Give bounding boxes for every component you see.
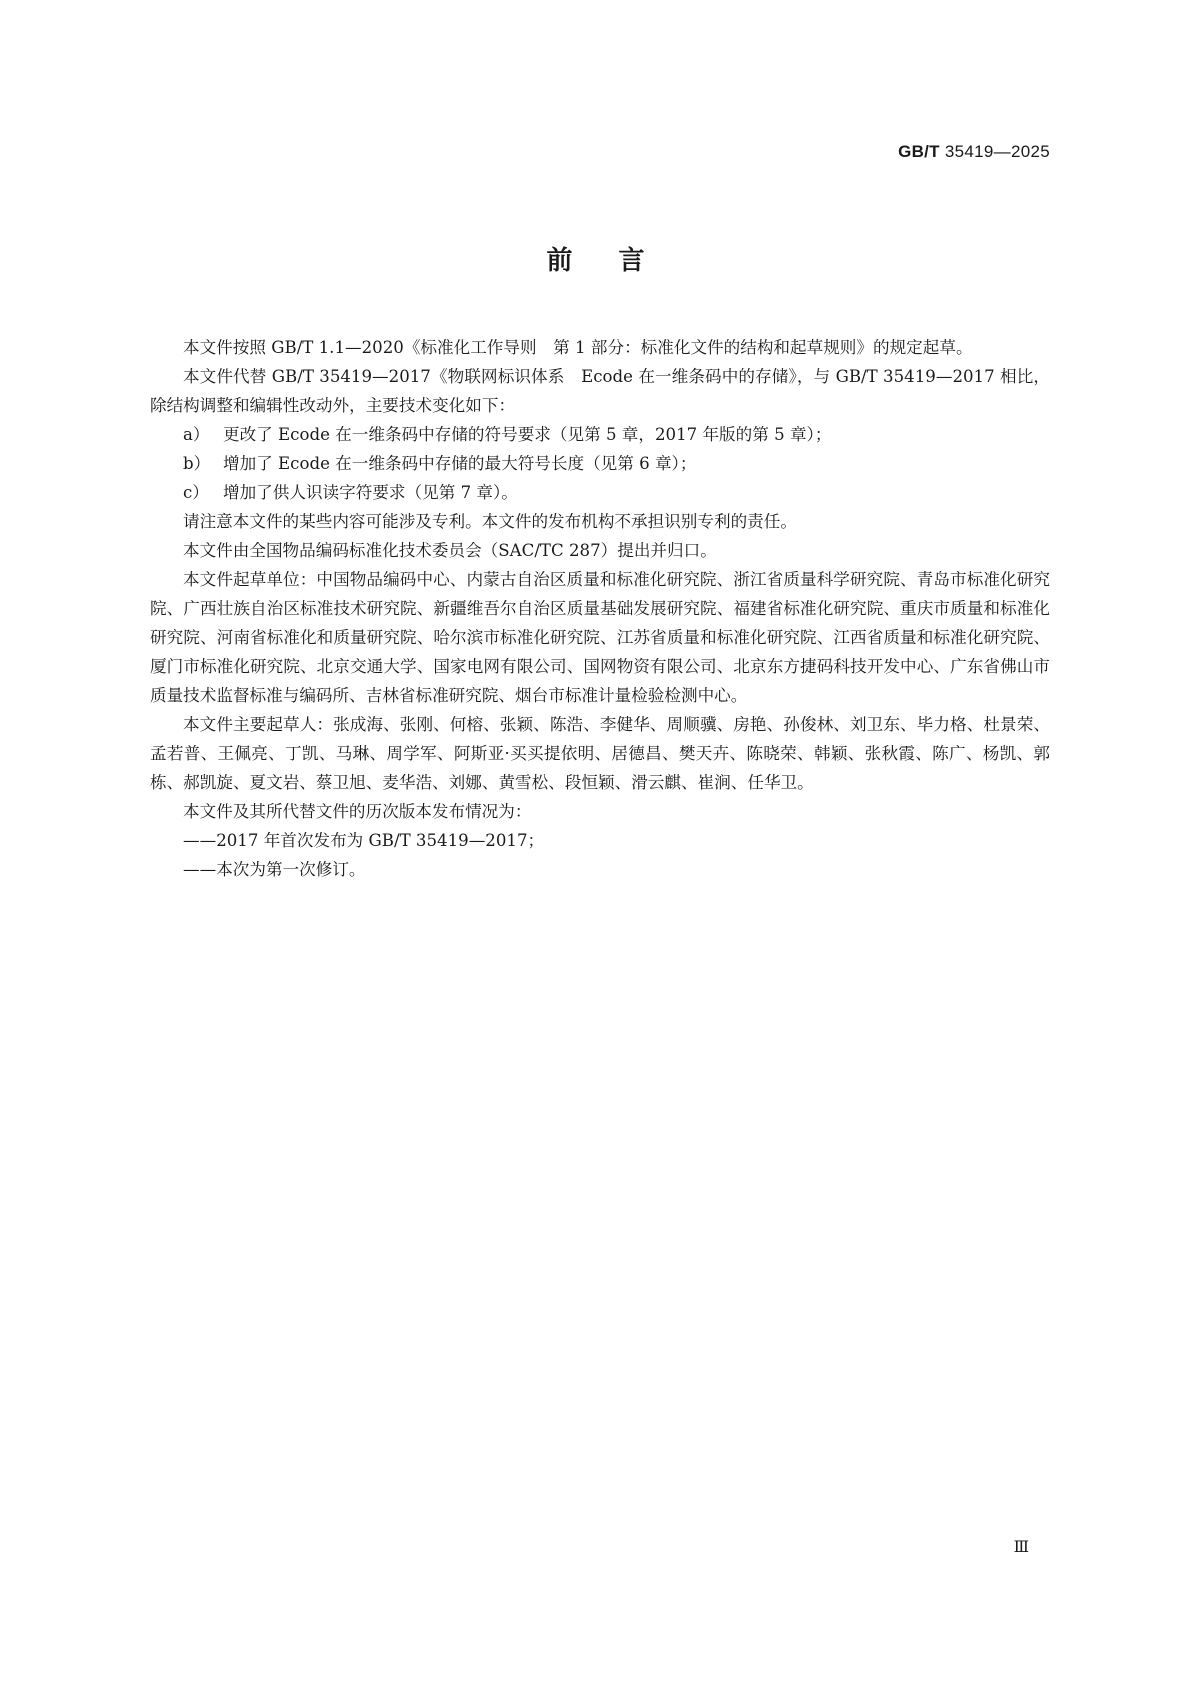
standard-prefix: GB/T [898,142,940,161]
drafting-rule-paragraph: 本文件按照 GB/T 1.1—2020《标准化工作导则 第 1 部分：标准化文件的结构和起草规则》的规定起草。 [183,338,973,357]
history-item-second: ——本次为第一次修订。 [183,860,366,879]
change-marker-a: a） [183,425,210,444]
history-item-first: ——2017 年首次发布为 GB/T 35419—2017； [183,831,545,850]
proposer-paragraph: 本文件由全国物品编码标准化技术委员会（SAC/TC 287）提出并归口。 [183,541,717,560]
change-text-b: 增加了 Ecode 在一维条码中存储的最大符号长度（见第 6 章）； [223,454,697,473]
page-number: Ⅲ [1013,1537,1029,1556]
standard-code: 35419—2025 [939,142,1050,161]
standard-number [898,142,1050,162]
drafters-paragraph: 本文件主要起草人：张成海、张刚、何榕、张颖、陈浩、李健华、周顺骥、房艳、孙俊林、刘卫东、毕力格、杜景荣、孟若普、王佩亮、丁凯、马琳、周学军、阿斯亚·买买提依明、居德昌、樊天卉、陈晓荣、韩颖、张秋霞、陈广、杨凯、郭栋、郝凯旋、夏文岩、蔡卫旭、麦华浩、刘娜、黄雪松、段恒颖、滑云麒、崔涧、任华卫。 [150,715,1050,792]
drafting-units-paragraph: 本文件起草单位：中国物品编码中心、内蒙古自治区质量和标准化研究院、浙江省质量科学研究院、青岛市标准化研究院、广西壮族自治区标准技术研究院、新疆维吾尔自治区质量基础发展研究院、福建省标准化研究院、重庆市质量和标准化研究院、河南省标准化和质量研究院、哈尔滨市标准化研究院、江苏省质量和标准化研究院、江西省质量和标准化研究院、厦门市标准化研究院、北京交通大学、国家电网有限公司、国网物资有限公司、北京东方捷码科技开发中心、广东省佛山市质量技术监督标准与编码所、吉林省标准研究院、烟台市标准计量检验检测中心。 [150,570,1050,705]
patent-notice-paragraph: 请注意本文件的某些内容可能涉及专利。本文件的发布机构不承担识别专利的责任。 [183,512,797,531]
history-intro-paragraph: 本文件及其所代替文件的历次版本发布情况为： [183,802,532,821]
change-item-b [150,449,1050,478]
page-title: 前言 [546,246,691,276]
change-marker-c: c） [183,483,209,502]
change-item-c [150,478,1050,507]
change-marker-b: b） [183,454,211,473]
change-item-a [150,420,1050,449]
change-text-a: 更改了 Ecode 在一维条码中存储的符号要求（见第 5 章，2017 年版的第 5 章）； [223,425,832,444]
replacement-paragraph: 本文件代替 GB/T 35419—2017《物联网标识体系 Ecode 在一维条码中的存储》，与 GB/T 35419—2017 相比，除结构调整和编辑性改动外，主要技术变化如下： [150,367,1050,415]
foreword-body [150,333,1050,884]
change-text-c: 增加了供人识读字符要求（见第 7 章）。 [223,483,518,502]
